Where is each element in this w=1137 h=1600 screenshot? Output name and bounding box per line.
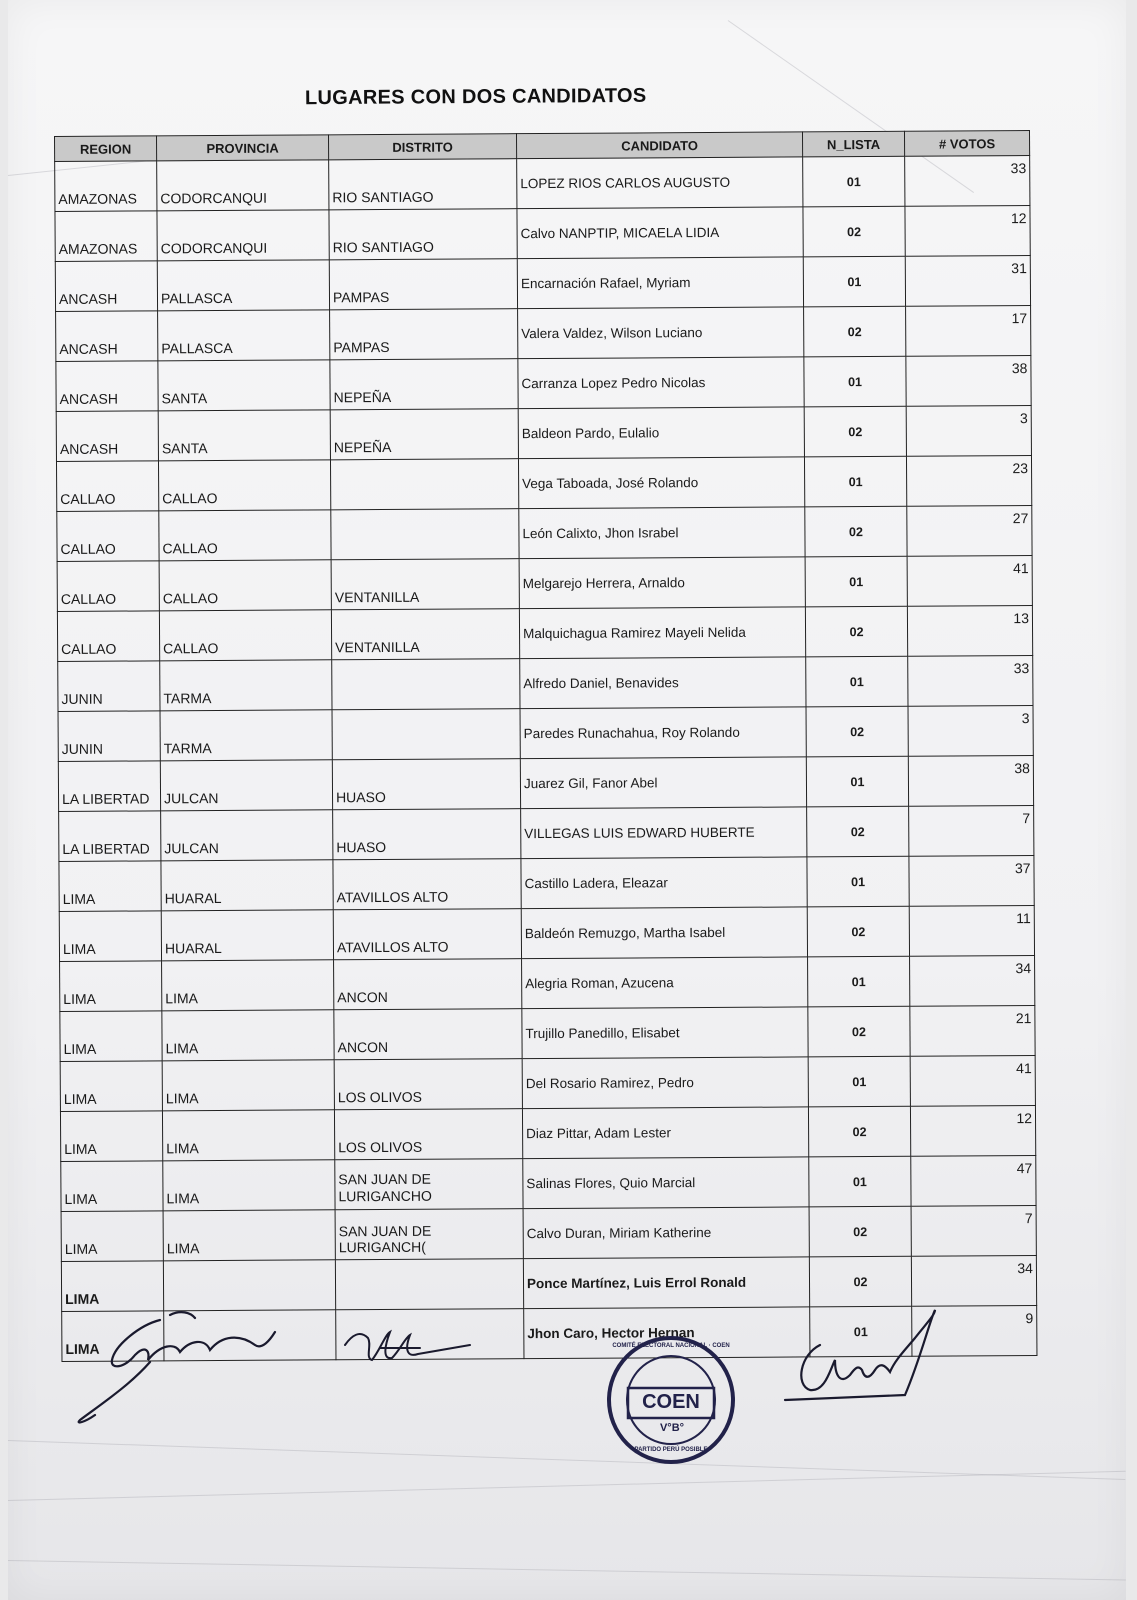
cell-region: LIMA	[61, 1261, 163, 1312]
cell-distrito: RIO SANTIAGO	[329, 159, 517, 210]
cell-distrito: ANCON	[334, 1009, 522, 1060]
cell-candidato: Calvo Duran, Miriam Katherine	[523, 1207, 809, 1259]
cell-votos: 41	[907, 556, 1032, 607]
table-row	[60, 1106, 1035, 1162]
cell-distrito	[332, 659, 520, 710]
cell-n-lista: 01	[808, 1056, 910, 1107]
cell-n-lista: 01	[806, 756, 908, 807]
cell-n-lista: 01	[804, 456, 906, 507]
cell-region: JUNIN	[58, 711, 160, 762]
cell-n-lista: 01	[807, 856, 909, 907]
signature-3	[785, 1310, 935, 1400]
cell-provincia: CALLAO	[158, 460, 330, 511]
cell-votos: 7	[911, 1206, 1036, 1257]
cell-distrito: ATAVILLOS ALTO	[333, 909, 521, 960]
cell-candidato: Castillo Ladera, Eleazar	[521, 857, 807, 909]
cell-region: CALLAO	[57, 511, 159, 562]
table-row	[57, 506, 1032, 562]
cell-n-lista: 01	[808, 956, 910, 1007]
cell-region: LIMA	[61, 1161, 163, 1212]
candidates-table-wrapper	[54, 130, 1036, 1362]
table-row	[56, 456, 1031, 512]
cell-n-lista: 02	[804, 406, 906, 457]
cell-votos: 13	[907, 606, 1032, 657]
cell-region: LIMA	[60, 961, 162, 1012]
cell-candidato: Malquichagua Ramirez Mayeli Nelida	[519, 607, 805, 659]
table-row	[56, 306, 1031, 362]
cell-provincia: CALLAO	[159, 560, 331, 611]
cell-provincia: TARMA	[160, 660, 332, 711]
cell-n-lista: 02	[808, 1106, 910, 1157]
cell-n-lista: 02	[808, 1006, 910, 1057]
cell-candidato: Del Rosario Ramirez, Pedro	[522, 1057, 808, 1109]
cell-candidato: Valera Valdez, Wilson Luciano	[518, 307, 804, 359]
cell-region: LIMA	[60, 1111, 162, 1162]
cell-region: AMAZONAS	[55, 211, 157, 262]
signatures-area	[0, 1290, 1137, 1490]
cell-provincia: CODORCANQUI	[157, 210, 329, 261]
cell-candidato: Alegria Roman, Azucena	[522, 957, 808, 1009]
cell-distrito: LOS OLIVOS	[334, 1109, 522, 1160]
cell-provincia: SANTA	[158, 410, 330, 461]
cell-votos: 38	[908, 756, 1033, 807]
cell-candidato: Baldeon Pardo, Eulalio	[518, 407, 804, 459]
cell-n-lista: 01	[804, 356, 906, 407]
table-row	[58, 706, 1033, 762]
cell-candidato: Alfredo Daniel, Benavides	[520, 657, 806, 709]
cell-votos: 38	[906, 356, 1031, 407]
cell-votos: 41	[910, 1056, 1035, 1107]
cell-region: LIMA	[60, 1011, 162, 1062]
header-distrito: DISTRITO	[328, 134, 516, 160]
table-row	[58, 656, 1033, 712]
cell-n-lista: 02	[807, 806, 909, 857]
cell-votos: 3	[908, 706, 1033, 757]
cell-n-lista: 02	[809, 1206, 911, 1257]
cell-votos: 12	[905, 206, 1030, 257]
cell-distrito: SAN JUAN DE LURIGANCH(	[335, 1209, 523, 1260]
cell-provincia: JULCAN	[160, 760, 332, 811]
cell-provincia: LIMA	[163, 1160, 335, 1211]
cell-distrito: PAMPAS	[330, 309, 518, 360]
cell-n-lista: 02	[805, 506, 907, 557]
cell-distrito: HUASO	[333, 809, 521, 860]
cell-candidato: VILLEGAS LUIS EDWARD HUBERTE	[521, 807, 807, 859]
cell-distrito: VENTANILLA	[331, 609, 519, 660]
stamp-ring-top: COMITÉ ELECTORAL NACIONAL · COEN	[612, 1343, 730, 1349]
cell-candidato: Trujillo Panedillo, Elisabet	[522, 1007, 808, 1059]
cell-region: LIMA	[62, 1311, 164, 1362]
cell-region: CALLAO	[57, 561, 159, 612]
table-body	[55, 156, 1037, 1362]
cell-region: CALLAO	[57, 611, 159, 662]
table-row	[59, 906, 1034, 962]
cell-candidato: Diaz Pittar, Adam Lester	[522, 1107, 808, 1159]
cell-distrito: ATAVILLOS ALTO	[333, 859, 521, 910]
cell-n-lista: 01	[803, 156, 905, 207]
cell-n-lista: 01	[809, 1156, 911, 1207]
cell-region: LIMA	[60, 1061, 162, 1112]
table-row	[60, 1056, 1035, 1112]
cell-provincia: CALLAO	[159, 610, 331, 661]
cell-votos: 47	[911, 1156, 1036, 1207]
table-row	[56, 356, 1031, 412]
cell-region: LA LIBERTAD	[58, 761, 160, 812]
cell-distrito: ANCON	[334, 959, 522, 1010]
cell-provincia: HUARAL	[161, 910, 333, 961]
cell-votos: 21	[910, 1006, 1035, 1057]
cell-candidato: Vega Taboada, José Rolando	[518, 457, 804, 509]
table-row	[57, 556, 1032, 612]
cell-votos: 17	[906, 306, 1031, 357]
stamp-ring-bottom: PARTIDO PERÚ POSIBLE	[634, 1447, 708, 1453]
cell-n-lista: 02	[807, 906, 909, 957]
candidates-table	[54, 130, 1037, 1362]
cell-region: LIMA	[59, 861, 161, 912]
header-n-lista: N_LISTA	[802, 131, 904, 157]
cell-provincia: TARMA	[160, 710, 332, 761]
stamp-center-text: COEN	[642, 1391, 700, 1413]
cell-votos: 34	[911, 1256, 1036, 1307]
table-row	[61, 1156, 1036, 1212]
signatures-svg	[0, 1290, 1137, 1490]
cell-candidato: Paredes Runachahua, Roy Rolando	[520, 707, 806, 759]
table-row	[59, 856, 1034, 912]
cell-provincia: HUARAL	[161, 860, 333, 911]
table-row	[59, 806, 1034, 862]
signature-2	[345, 1332, 470, 1360]
cell-provincia: SANTA	[158, 360, 330, 411]
cell-distrito: RIO SANTIAGO	[329, 209, 517, 260]
cell-candidato: Baldeón Remuzgo, Martha Isabel	[521, 907, 807, 959]
cell-distrito: HUASO	[332, 759, 520, 810]
cell-candidato: LOPEZ RIOS CARLOS AUGUSTO	[517, 157, 803, 209]
cell-provincia: JULCAN	[161, 810, 333, 861]
page-title: LUGARES CON DOS CANDIDATOS	[304, 84, 647, 110]
cell-candidato: Ponce Martínez, Luis Errol Ronald	[523, 1257, 809, 1309]
cell-region: LA LIBERTAD	[59, 811, 161, 862]
cell-n-lista: 01	[805, 556, 907, 607]
cell-votos: 3	[906, 406, 1031, 457]
header-region: REGION	[55, 136, 157, 162]
cell-votos: 12	[910, 1106, 1035, 1157]
cell-distrito	[332, 709, 520, 760]
cell-provincia: LIMA	[163, 1210, 335, 1261]
table-row	[57, 606, 1032, 662]
cell-votos: 33	[905, 156, 1030, 207]
cell-provincia: LIMA	[162, 1060, 334, 1111]
cell-votos: 34	[910, 956, 1035, 1007]
cell-region: LIMA	[59, 911, 161, 962]
header-provincia: PROVINCIA	[157, 135, 329, 161]
cell-distrito: NEPEÑA	[330, 409, 518, 460]
cell-region: ANCASH	[56, 411, 158, 462]
cell-candidato: Encarnación Rafael, Myriam	[517, 257, 803, 309]
stamp-sub-text: V°B°	[659, 1422, 685, 1434]
cell-candidato: Juarez Gil, Fanor Abel	[520, 757, 806, 809]
cell-distrito: LOS OLIVOS	[334, 1059, 522, 1110]
cell-candidato: León Calixto, Jhon Israbel	[519, 507, 805, 559]
cell-n-lista: 02	[806, 706, 908, 757]
cell-candidato: Salinas Flores, Quio Marcial	[523, 1157, 809, 1209]
cell-votos: 31	[905, 256, 1030, 307]
cell-n-lista: 01	[806, 656, 908, 707]
cell-region: CALLAO	[56, 461, 158, 512]
cell-region: JUNIN	[58, 661, 160, 712]
cell-region: LIMA	[61, 1211, 163, 1262]
table-row	[60, 1006, 1035, 1062]
cell-n-lista: 02	[803, 206, 905, 257]
cell-distrito	[331, 509, 519, 560]
cell-votos: 7	[909, 806, 1034, 857]
cell-votos: 11	[909, 906, 1034, 957]
table-row	[60, 956, 1035, 1012]
cell-n-lista: 01	[810, 1306, 912, 1357]
cell-candidato: Carranza Lopez Pedro Nicolas	[518, 357, 804, 409]
table-row	[56, 406, 1031, 462]
header-candidato: CANDIDATO	[516, 132, 802, 159]
cell-candidato: Jhon Caro, Hector Hernan	[524, 1307, 810, 1359]
cell-region: ANCASH	[55, 261, 157, 312]
cell-distrito: VENTANILLA	[331, 559, 519, 610]
cell-region: ANCASH	[56, 361, 158, 412]
cell-distrito: SAN JUAN DE LURIGANCHO	[335, 1159, 523, 1210]
cell-provincia: CALLAO	[159, 510, 331, 561]
cell-n-lista: 01	[803, 256, 905, 307]
cell-provincia: LIMA	[162, 1010, 334, 1061]
cell-candidato: Melgarejo Herrera, Arnaldo	[519, 557, 805, 609]
signature-1	[79, 1312, 275, 1422]
cell-distrito	[330, 459, 518, 510]
cell-votos: 23	[906, 456, 1031, 507]
cell-provincia: LIMA	[162, 1110, 334, 1161]
cell-distrito: PAMPAS	[329, 259, 517, 310]
header-votos: # VOTOS	[904, 131, 1029, 157]
cell-votos: 27	[907, 506, 1032, 557]
cell-provincia: LIMA	[162, 960, 334, 1011]
cell-candidato: Calvo NANPTIP, MICAELA LIDIA	[517, 207, 803, 259]
cell-region: AMAZONAS	[55, 161, 157, 212]
cell-region: ANCASH	[56, 311, 158, 362]
cell-votos: 33	[908, 656, 1033, 707]
cell-votos: 37	[909, 856, 1034, 907]
cell-provincia: PALLASCA	[158, 310, 330, 361]
cell-votos: 9	[912, 1306, 1037, 1357]
cell-provincia: PALLASCA	[157, 260, 329, 311]
table-row	[61, 1206, 1036, 1262]
cell-n-lista: 02	[809, 1256, 911, 1307]
cell-n-lista: 02	[804, 306, 906, 357]
table-row	[55, 156, 1030, 212]
table-row	[55, 256, 1030, 312]
cell-distrito: NEPEÑA	[330, 359, 518, 410]
cell-n-lista: 02	[805, 606, 907, 657]
table-row	[58, 756, 1033, 812]
cell-provincia: CODORCANQUI	[157, 160, 329, 211]
table-row	[55, 206, 1030, 262]
